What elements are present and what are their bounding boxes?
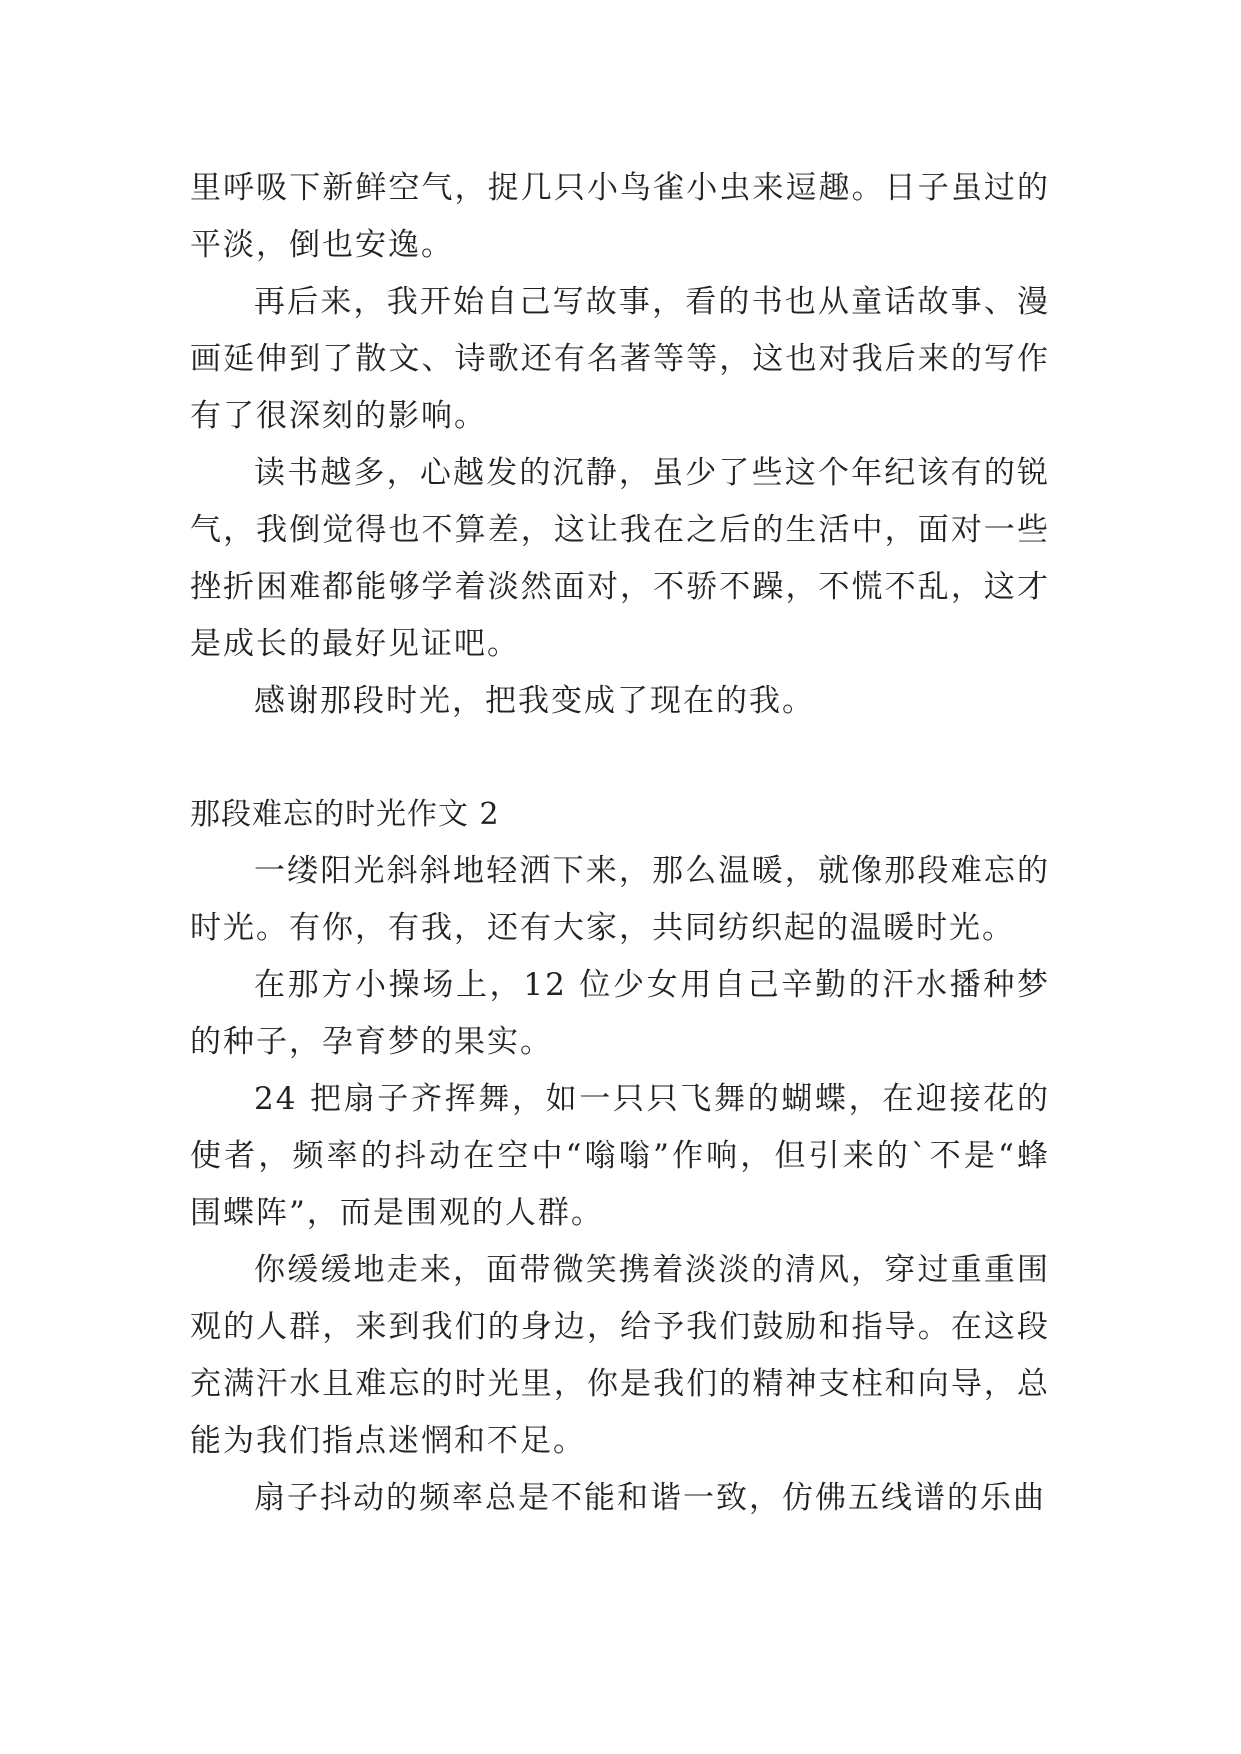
paragraph: 在那方小操场上，12 位少女用自己辛勤的汗水播种梦的种子，孕育梦的果实。 bbox=[190, 967, 1050, 1060]
paragraph: 感谢那段时光，把我变成了现在的我。 bbox=[254, 683, 815, 719]
document-body bbox=[190, 160, 1050, 1527]
section-title: 那段难忘的时光作文 2 bbox=[190, 797, 500, 832]
paragraph: 读书越多，心越发的沉静，虽少了些这个年纪该有的锐气，我倒觉得也不算差，这让我在之后的生活中，面对一些挫折困难都能够学着淡然面对，不骄不躁，不慌不乱，这才是成长的最好见证吧。 bbox=[190, 455, 1050, 662]
paragraph-truncated: 扇子抖动的频率总是不能和谐一致，仿佛五线谱的乐曲 bbox=[254, 1480, 1046, 1516]
paragraph: 你缓缓地走来，面带微笑携着淡淡的清风，穿过重重围观的人群，来到我们的身边，给予我们鼓励和指导。在这段充满汗水且难忘的时光里，你是我们的精神支柱和向导，总能为我们指点迷惘和不足。 bbox=[190, 1252, 1050, 1459]
paragraph: 再后来，我开始自己写故事，看的书也从童话故事、漫画延伸到了散文、诗歌还有名著等等，这也对我后来的写作有了很深刻的影响。 bbox=[190, 284, 1050, 434]
section-gap bbox=[190, 730, 1050, 786]
paragraph: 一缕阳光斜斜地轻洒下来，那么温暖，就像那段难忘的时光。有你，有我，还有大家，共同纺织起的温暖时光。 bbox=[190, 853, 1050, 946]
paragraph-continued: 里呼吸下新鲜空气，捉几只小鸟雀小虫来逗趣。日子虽过的平淡，倒也安逸。 bbox=[190, 170, 1050, 263]
paragraph: 24 把扇子齐挥舞，如一只只飞舞的蝴蝶，在迎接花的使者，频率的抖动在空中“嗡嗡”作响，但引来的`不是“蜂围蝶阵”，而是围观的人群。 bbox=[190, 1081, 1050, 1231]
